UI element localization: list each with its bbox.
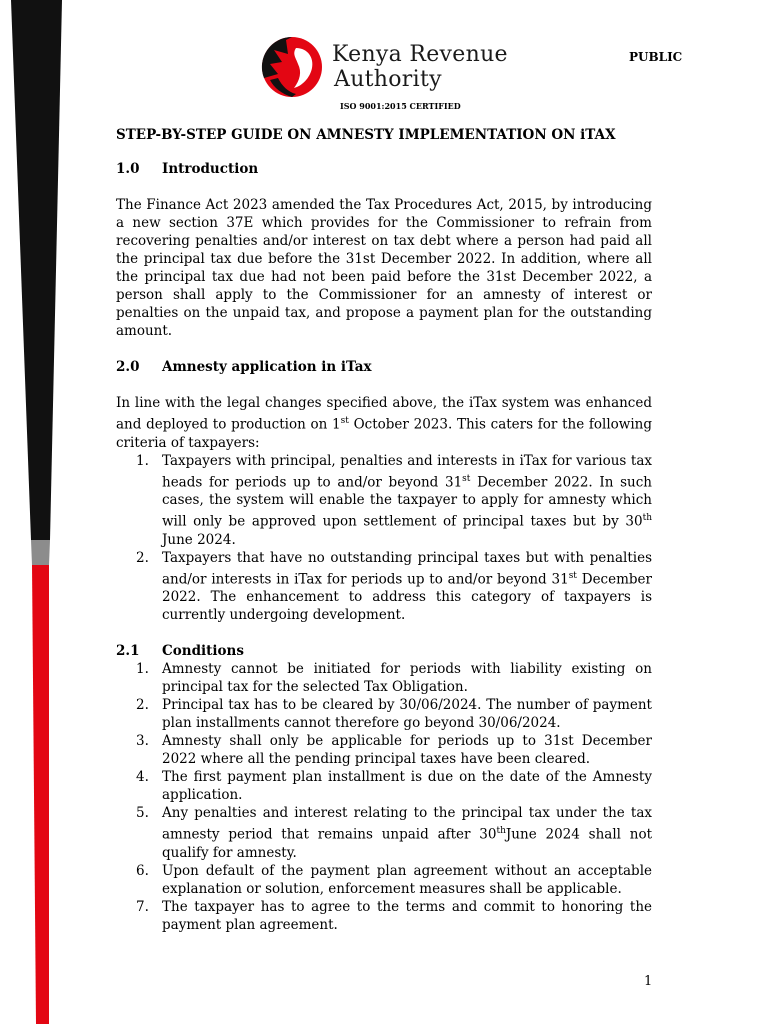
- org-name-line1: Kenya Revenue: [332, 42, 508, 67]
- section-number: 2.0: [116, 359, 140, 375]
- stripe-gray-band: [31, 540, 50, 565]
- document-title: STEP-BY-STEP GUIDE ON AMNESTY IMPLEMENTATION ON iTAX: [116, 127, 616, 143]
- list-item: 2. Principal tax has to be cleared by 30/06/2024. The number of payment plan installments cannot therefore go beyond 30/06/2024.: [136, 697, 652, 731]
- list-item: 2. Taxpayers that have no outstanding principal taxes but with penalties and/or interests in iTax for periods up to and/or beyond 31st December 2022. The enhancement to address this category of taxpayers is currently undergoing development.: [136, 549, 652, 623]
- section-title: Introduction: [162, 161, 259, 177]
- list-item: 1. Taxpayers with principal, penalties and interests in iTax for various tax heads for periods up to and/or beyond 31st December 2022. In such cases, the system will enable the taxpayer to apply for amnesty which will only be approved upon settlement of principal taxes but by 30th June 2024.: [136, 452, 652, 548]
- criteria-list: [116, 452, 652, 625]
- section-number: 2.1: [116, 643, 140, 659]
- section-heading-amnesty-application: [116, 358, 652, 376]
- list-item: 7. The taxpayer has to agree to the terms and commit to honoring the payment plan agreement.: [136, 898, 652, 933]
- lion-emblem-icon: [256, 34, 326, 100]
- org-name-line2: Authority: [334, 67, 442, 92]
- list-item: 1. Amnesty cannot be initiated for periods with liability existing on principal tax for the selected Tax Obligation.: [136, 661, 652, 695]
- list-item: 6. Upon default of the payment plan agreement without an acceptable explanation or solution, enforcement measures shall be applicable.: [136, 862, 652, 897]
- section-title: Amnesty application in iTax: [162, 359, 372, 375]
- organization-name: [332, 42, 508, 92]
- classification-label: PUBLIC: [629, 50, 683, 64]
- conditions-list: [116, 660, 652, 934]
- amnesty-intro-paragraph: In line with the legal changes specified above, the iTax system was enhanced and deployed to production on 1st October 2023. This caters for the following criteria of taxpayers:: [116, 395, 653, 451]
- section-heading-introduction: [116, 160, 652, 178]
- stripe-black-band: [11, 0, 62, 540]
- list-item: 4. The first payment plan installment is due on the date of the Amnesty application.: [136, 769, 652, 803]
- document-body: [116, 126, 652, 934]
- section-heading-conditions: [116, 642, 652, 660]
- kra-logo: [256, 34, 556, 114]
- decorative-side-stripe: [0, 0, 70, 1024]
- list-item: 3. Amnesty shall only be applicable for periods up to 31st December 2022 where all the pending principal taxes have been cleared.: [136, 733, 652, 767]
- stripe-red-band: [32, 565, 49, 1024]
- page-number: 1: [644, 974, 653, 989]
- section-number: 1.0: [116, 161, 140, 177]
- list-item: 5. Any penalties and interest relating to the principal tax under the tax amnesty period that remains unpaid after 30thJune 2024 shall not qualify for amnesty.: [136, 805, 653, 861]
- section-title: Conditions: [162, 643, 244, 659]
- iso-certification: ISO 9001:2015 CERTIFIED: [340, 101, 461, 111]
- introduction-paragraph: The Finance Act 2023 amended the Tax Procedures Act, 2015, by introducing a new section 37E which provides for the Commissioner to refrain from recovering penalties and/or interest on tax debt where a person had paid all the principal tax due before the 31st December 2022. In addition, where all the principal tax due had not been paid before the 31st December 2022, a person shall apply to the Commissioner for an amnesty of interest or penalties on the unpaid tax, and propose a payment plan for the outstanding amount.: [116, 197, 652, 339]
